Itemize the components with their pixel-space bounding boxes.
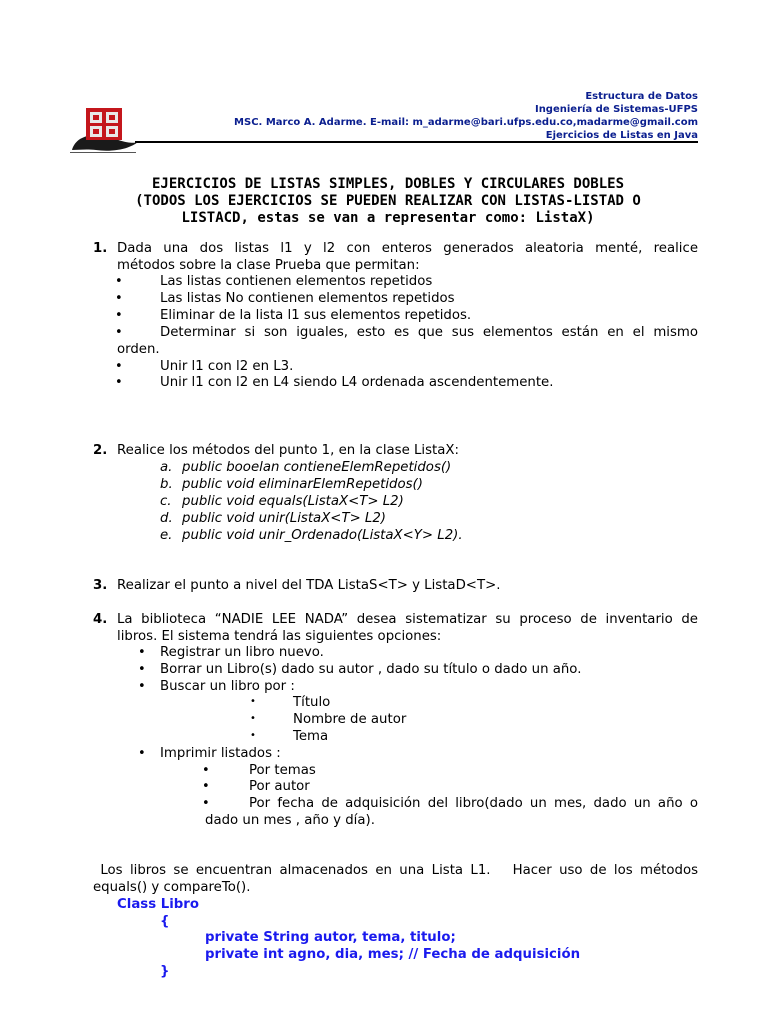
method-signature: public booelan contieneElemRepetidos() bbox=[182, 460, 452, 475]
header-author: MSC. Marco A. Adarme. E-mail: m_adarme@bari.ufps.edu.co,madarme@gmail.com bbox=[234, 117, 698, 128]
exercise-2-number: 2. bbox=[93, 443, 108, 458]
method-signature: public void eliminarElemRepetidos() bbox=[182, 477, 423, 492]
print-item: Por temas bbox=[249, 763, 316, 778]
exercise-1-intro-cont: métodos sobre la clase Prueba que permitan: bbox=[117, 258, 420, 273]
bullet-icon: • bbox=[115, 274, 123, 289]
bullet-icon: • bbox=[202, 763, 210, 778]
ufps-logo-icon bbox=[66, 92, 142, 164]
bullet-icon: • bbox=[138, 746, 146, 761]
print-item: Por autor bbox=[249, 779, 310, 794]
bullet-icon: • bbox=[250, 730, 256, 741]
bullet-icon: • bbox=[250, 696, 256, 707]
exercise-4-intro: La biblioteca “NADIE LEE NADA” desea sistematizar su proceso de inventario de bbox=[117, 612, 698, 627]
print-item-cont: dado un mes , año y día). bbox=[205, 813, 375, 828]
bullet-icon: • bbox=[138, 662, 146, 677]
print-item: Por fecha de adquisición del libro(dado un mes, dado un año o bbox=[249, 796, 698, 811]
method-letter: d. bbox=[160, 511, 173, 526]
search-item: Tema bbox=[293, 729, 329, 744]
bullet-icon: • bbox=[138, 645, 146, 660]
exercise-3-text: Realizar el punto a nivel del TDA ListaS<T> y ListaD<T>. bbox=[117, 578, 501, 593]
header-topic: Ejercicios de Listas en Java bbox=[545, 130, 698, 141]
header-program: Ingeniería de Sistemas-UFPS bbox=[534, 104, 698, 115]
header-course: Estructura de Datos bbox=[585, 91, 698, 102]
list-item-cont: orden. bbox=[117, 342, 160, 357]
exercise-2-intro: Realice los métodos del punto 1, en la clase ListaX: bbox=[117, 443, 459, 458]
exercise-1-number: 1. bbox=[93, 241, 108, 256]
closing-paragraph: Los libros se encuentran almacenados en una Lista L1. Hacer uso de los métodos bbox=[93, 863, 699, 878]
list-item: Unir l1 con l2 en L4 siendo L4 ordenada ascendentemente. bbox=[160, 375, 554, 390]
title-line-3: LISTACD, estas se van a representar como: ListaX) bbox=[181, 210, 595, 226]
search-item: Nombre de autor bbox=[293, 712, 407, 727]
list-item: Las listas contienen elementos repetidos bbox=[160, 274, 433, 289]
title-line-2: (TODOS LOS EJERCICIOS SE PUEDEN REALIZAR CON LISTAS-LISTAD O bbox=[135, 193, 641, 209]
code-close-brace: } bbox=[160, 964, 170, 979]
bullet-icon: • bbox=[202, 796, 210, 811]
bullet-icon: • bbox=[250, 713, 256, 724]
option-item: Imprimir listados : bbox=[160, 746, 281, 761]
exercise-4-number: 4. bbox=[93, 612, 108, 627]
header-rule bbox=[135, 141, 698, 143]
bullet-icon: • bbox=[115, 325, 123, 340]
bullet-icon: • bbox=[115, 291, 123, 306]
method-signature: public void equals(ListaX<T> L2) bbox=[182, 494, 404, 509]
code-field-line: private int agno, dia, mes; // Fecha de adquisición bbox=[205, 947, 581, 962]
bullet-icon: • bbox=[202, 779, 210, 794]
bullet-icon: • bbox=[138, 679, 146, 694]
option-item: Buscar un libro por : bbox=[160, 679, 295, 694]
code-class-declaration: Class Libro bbox=[117, 897, 199, 912]
bullet-icon: • bbox=[115, 359, 123, 374]
method-letter: a. bbox=[160, 460, 173, 475]
list-item: Unir l1 con l2 en L3. bbox=[160, 359, 294, 374]
method-letter: b. bbox=[160, 477, 173, 492]
bullet-icon: • bbox=[115, 375, 123, 390]
code-open-brace: { bbox=[160, 914, 170, 929]
option-item: Borrar un Libro(s) dado su autor , dado su título o dado un año. bbox=[160, 662, 582, 677]
method-signature: public void unir(ListaX<T> L2) bbox=[182, 511, 386, 526]
title-line-1: EJERCICIOS DE LISTAS SIMPLES, DOBLES Y CIRCULARES DOBLES bbox=[151, 176, 624, 192]
bullet-icon: • bbox=[115, 308, 123, 323]
method-signature: public void unir_Ordenado(ListaX<Y> L2). bbox=[182, 528, 463, 543]
list-item: Eliminar de la lista l1 sus elementos repetidos. bbox=[160, 308, 472, 323]
code-field-line: private String autor, tema, titulo; bbox=[205, 930, 456, 945]
option-item: Registrar un libro nuevo. bbox=[160, 645, 324, 660]
closing-paragraph-cont: equals() y compareTo(). bbox=[93, 880, 251, 895]
method-letter: c. bbox=[160, 494, 172, 509]
list-item: Determinar si son iguales, esto es que sus elementos están en el mismo bbox=[160, 325, 698, 340]
exercise-3-number: 3. bbox=[93, 578, 108, 593]
exercise-4-intro-cont: libros. El sistema tendrá las siguientes opciones: bbox=[117, 629, 442, 644]
list-item: Las listas No contienen elementos repetidos bbox=[160, 291, 455, 306]
search-item: Título bbox=[293, 695, 331, 710]
method-letter: e. bbox=[160, 528, 173, 543]
exercise-1-intro: Dada una dos listas l1 y l2 con enteros generados aleatoria menté, realice bbox=[117, 241, 698, 256]
